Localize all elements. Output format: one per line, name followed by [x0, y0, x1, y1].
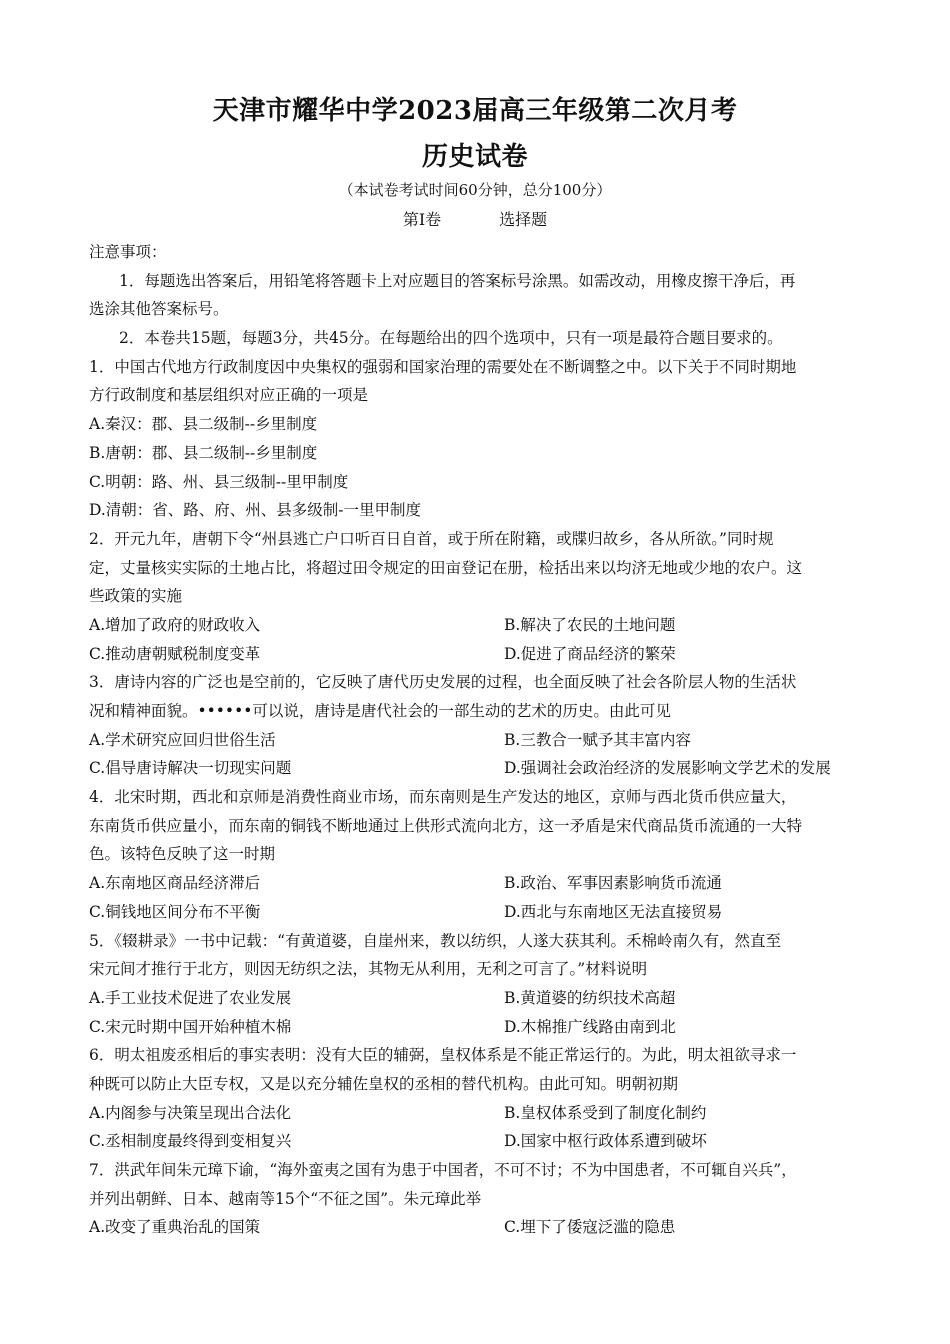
option-row [89, 1127, 869, 1156]
option-d: D.国家中枢行政体系遭到破坏 [504, 1132, 707, 1151]
option-b: B.皇权体系受到了制度化制约 [504, 1103, 707, 1122]
option-row [89, 726, 869, 755]
question-3 [89, 668, 869, 783]
option-b: B.解决了农民的土地问题 [504, 615, 676, 634]
exam-info: （本试卷考试时间60分钟，总分100分） [338, 181, 612, 199]
exam-title: 天津市耀华中学2023届高三年级第二次月考 [212, 96, 738, 126]
exam-body [89, 238, 869, 1242]
question-7 [89, 1156, 869, 1242]
option-c: C.推动唐朝赋税制度变革 [89, 644, 261, 663]
option-row [89, 869, 869, 898]
question-stem-line: 2．开元九年，唐朝下令“州县逃亡户口听百日自首，或于所在附籍，或牒归故乡，各从所欲。”同时规 [89, 529, 774, 548]
option-a: A.东南地区商品经济滞后 [89, 874, 261, 893]
option-row [89, 984, 869, 1013]
section-name: 第Ⅰ卷 [402, 210, 442, 229]
option-b: B.黄道婆的纺织技术高超 [504, 988, 676, 1007]
question-stem-line: 5．《辍耕录》一书中记载：“有黄道婆，自崖州来，教以纺织，人遂大获其利。禾棉岭南久有，然直至 [89, 931, 782, 950]
option-c: C.埋下了倭寇泛滥的隐患 [504, 1218, 676, 1237]
question-stem-line: 种既可以防止大臣专权，又是以充分辅佐皇权的丞相的替代机构。由此可知。明朝初期 [89, 1074, 679, 1093]
question-2 [89, 525, 869, 668]
option-d: D.清朝：省、路、府、州、县多级制-一里甲制度 [89, 501, 422, 520]
option-a: A.手工业技术促进了农业发展 [89, 988, 292, 1007]
question-stem-line: 7．洪武年间朱元璋下谕，“海外蛮夷之国有为患于中国者，不可不讨；不为中国患者，不可辄自兴兵”， [89, 1161, 797, 1179]
question-stem-line: 定，丈量核实实际的土地占比，将超过田令规定的田亩登记在册，检括出来以均济无地或少地的农户。这 [89, 558, 803, 577]
question-stem-line: 色。该特色反映了这一时期 [89, 845, 276, 864]
question-stem-line: 1．中国古代地方行政制度因中央集权的强弱和国家治理的需要处在不断调整之中。以下关于不同时期地 [89, 357, 797, 376]
question-stem-line: 些政策的实施 [89, 587, 183, 606]
option-a: A.内阁参与决策呈现出合法化 [89, 1103, 292, 1122]
note-item-1-line-1: 1．每题选出答案后，用铅笔将答题卡上对应题目的答案标号涂黑。如需改动，用橡皮擦干净后，再 [119, 271, 796, 290]
question-4 [89, 783, 869, 926]
option-b: B.三教合一赋予其丰富内容 [504, 730, 691, 749]
note-item-2: 2．本卷共15题，每题3分，共45分。在每题给出的四个选项中，只有一项是最符合题目要求的。 [119, 329, 783, 348]
option-row [89, 611, 869, 640]
option-row [89, 640, 869, 669]
option-a: A.增加了政府的财政收入 [89, 615, 261, 634]
question-stem-line: 方行政制度和基层组织对应正确的一项是 [89, 386, 369, 405]
option-d: D.强调社会政治经济的发展影响文学艺术的发展 [504, 759, 831, 778]
option-row [89, 1013, 869, 1042]
option-d: D.木棉推广线路由南到北 [504, 1017, 676, 1036]
option-c: C.宋元时期中国开始种植木棉 [89, 1017, 292, 1036]
option-row [89, 754, 869, 783]
question-stem-line: 3．唐诗内容的广泛也是空前的，它反映了唐代历史发展的过程，也全面反映了社会各阶层人物的生活状 [89, 673, 797, 692]
question-5 [89, 927, 869, 1042]
question-stem-line: 宋元间才推行于北方，则因无纺织之法，其物无从利用，无利之可言了。”材料说明 [89, 960, 648, 979]
question-stem-line: 况和精神面貌。••••••可以说，唐诗是唐代社会的一部生动的艺术的历史。由此可见 [89, 702, 671, 720]
note-item-1-line-2: 选涂其他答案标号。 [89, 300, 229, 319]
option-d: D.促进了商品经济的繁荣 [504, 644, 676, 663]
question-6 [89, 1041, 869, 1156]
option-row [89, 1099, 869, 1128]
section-heading [0, 207, 950, 230]
question-stem-line: 4．北宋时期，西北和京师是消费性商业市场，而东南则是生产发达的地区，京师与西北货币供应量大， [89, 788, 797, 807]
section-type: 选择题 [499, 210, 548, 229]
subject-title: 历史试卷 [421, 142, 528, 172]
option-c: C.丞相制度最终得到变相复兴 [89, 1132, 292, 1151]
question-stem-line: 6．明太祖废丞相后的事实表明：没有大臣的辅弼，皇权体系是不能正常运行的。为此，明太祖欲寻求一 [89, 1046, 797, 1065]
option-a: A.改变了重典治乱的国策 [89, 1218, 261, 1237]
option-b: B.政治、军事因素影响货币流通 [504, 874, 722, 893]
option-c: C.明朝：路、州、县三级制--里甲制度 [89, 472, 349, 491]
option-a: A.学术研究应回归世俗生活 [89, 730, 276, 749]
option-d: D.西北与东南地区无法直接贸易 [504, 902, 723, 921]
option-c: C.铜钱地区间分布不平衡 [89, 902, 261, 921]
option-a: A.秦汉：郡、县二级制--乡里制度 [89, 415, 318, 434]
option-b: B.唐朝：郡、县二级制--乡里制度 [89, 443, 318, 462]
option-row [89, 1213, 869, 1242]
question-stem-line: 并列出朝鲜、日本、越南等15个“不征之国”。朱元璋此举 [89, 1189, 482, 1208]
option-c: C.倡导唐诗解决一切现实问题 [89, 759, 292, 778]
option-row [89, 898, 869, 927]
question-1 [89, 353, 869, 525]
notes-heading: 注意事项： [89, 243, 167, 261]
question-stem-line: 东南货币供应量小，而东南的铜钱不断地通过上供形式流向北方，这一矛盾是宋代商品货币流通的一大特 [89, 816, 803, 835]
